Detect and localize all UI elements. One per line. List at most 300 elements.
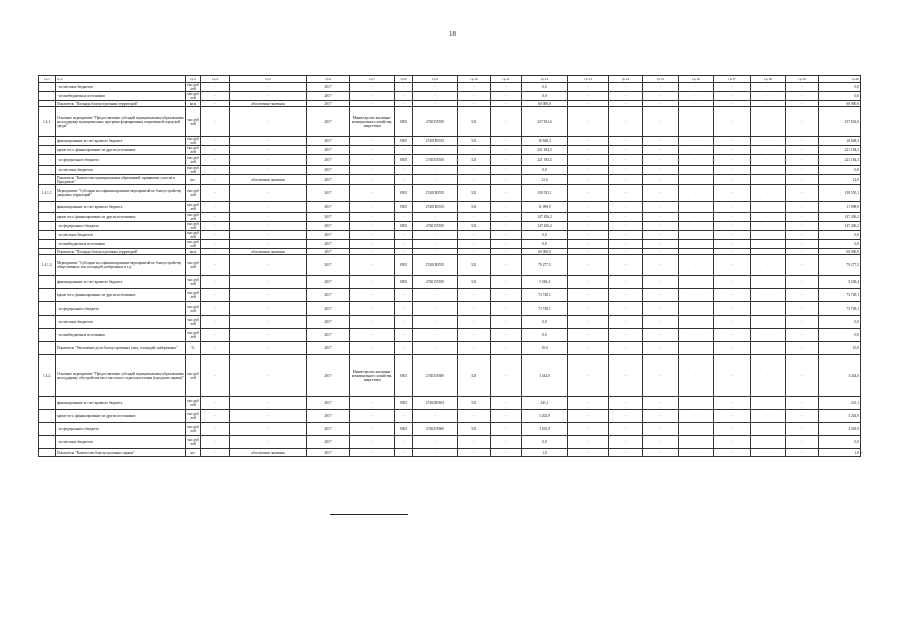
table-cell	[39, 423, 56, 436]
table-cell: -	[643, 289, 679, 302]
table-cell: тыс.руб лей	[187, 146, 199, 154]
table-cell: -	[491, 449, 522, 457]
table-cell: -	[491, 202, 522, 213]
table-cell: 0,0	[522, 166, 568, 175]
table-cell: -	[679, 146, 714, 155]
table-row	[39, 316, 861, 329]
table-cell: 2740155550	[413, 222, 458, 231]
table-cell: 0503	[395, 423, 413, 436]
table-cell: -	[643, 316, 679, 329]
table-cell: -	[230, 213, 307, 222]
table-cell: -	[201, 240, 230, 249]
table-cell: -	[751, 355, 786, 397]
table-cell: %	[186, 342, 201, 355]
table-cell: 1.4.1.1.	[39, 185, 56, 202]
table-cell: -	[714, 202, 751, 213]
table-cell: -	[568, 175, 609, 185]
table-cell: 2017	[307, 92, 350, 101]
table-cell: -	[679, 410, 714, 423]
table-cell: -	[568, 410, 609, 423]
header-cell: гр.6	[307, 76, 350, 83]
table-cell: -	[643, 137, 679, 146]
table-cell: -	[568, 255, 609, 276]
table-row	[39, 342, 861, 355]
table-cell	[39, 155, 56, 166]
table-cell: -	[350, 255, 395, 276]
table-cell: -	[643, 175, 679, 185]
table-cell: 27401R5555	[413, 185, 458, 202]
table-cell: 5 549,4	[819, 276, 861, 289]
table-cell: -	[786, 146, 819, 155]
header-cell: гр.1	[39, 76, 56, 83]
table-cell: -	[751, 166, 786, 175]
table-cell: -	[201, 289, 230, 302]
header-cell: гр.9	[413, 76, 458, 83]
table-row	[39, 155, 861, 166]
table-cell: -	[350, 155, 395, 166]
table-cell: 2017	[307, 83, 350, 92]
table-row	[39, 255, 861, 276]
table-cell	[39, 137, 56, 146]
table-cell: -	[491, 410, 522, 423]
table-row	[39, 240, 861, 249]
table-cell: -	[786, 249, 819, 255]
table-cell: -	[413, 166, 458, 175]
table-cell: -	[609, 329, 643, 342]
table-cell: -	[568, 449, 609, 457]
table-cell: -	[714, 175, 751, 185]
table-cell: -	[609, 302, 643, 316]
table-cell: -	[201, 166, 230, 175]
table-cell: -	[751, 213, 786, 222]
table-cell: -	[201, 423, 230, 436]
table-cell: -	[230, 107, 307, 137]
table-cell: 2740155550	[413, 276, 458, 289]
table-cell: -	[350, 397, 395, 410]
table-cell	[39, 146, 56, 155]
table-cell: 0503	[395, 397, 413, 410]
table-cell: -	[751, 342, 786, 355]
table-cell: 0,0	[522, 329, 568, 342]
table-cell: -	[786, 355, 819, 397]
table-cell: -	[643, 355, 679, 397]
table-cell: -	[643, 255, 679, 276]
table-cell: кроме того, финансирование из других источников:	[56, 289, 186, 302]
table-cell: -	[413, 249, 458, 255]
table-cell: -	[714, 255, 751, 276]
table-cell: -	[458, 101, 491, 107]
table-cell: -	[201, 342, 230, 355]
table-cell: -	[786, 166, 819, 175]
table-cell: -	[395, 249, 413, 255]
table-cell: -	[568, 436, 609, 449]
table-cell: Показатель "Площадь благоустроенных территорий"	[56, 249, 186, 255]
table-row	[39, 329, 861, 342]
table-row	[39, 302, 861, 316]
table-cell: -	[751, 101, 786, 107]
header-cell: гр.2	[56, 76, 186, 83]
table-cell: тыс.руб лей	[187, 166, 199, 174]
table-cell: -	[230, 276, 307, 289]
table-cell: 0,0	[819, 240, 861, 249]
table-cell: -	[395, 92, 413, 101]
table-cell: 3 202,9	[819, 410, 861, 423]
table-cell: абсолютные значения	[230, 449, 307, 457]
table-cell: абсолютные значения	[230, 249, 307, 255]
table-cell: -	[230, 289, 307, 302]
table-cell: -	[679, 255, 714, 276]
table-cell: -	[491, 249, 522, 255]
table-cell: -	[201, 137, 230, 146]
table-cell: -	[568, 240, 609, 249]
table-cell: -	[568, 185, 609, 202]
table-cell: -	[201, 355, 230, 397]
table-cell: -	[679, 83, 714, 92]
table-row	[39, 423, 861, 436]
table-cell: -	[643, 146, 679, 155]
table-cell: -	[786, 316, 819, 329]
table-cell: -	[714, 155, 751, 166]
table-cell: финансирование за счет краевого бюджета	[56, 137, 186, 146]
budget-table	[38, 75, 861, 457]
table-cell: -	[413, 92, 458, 101]
table-cell: финансирование за счет краевого бюджета	[56, 202, 186, 213]
table-cell: -	[230, 316, 307, 329]
table-cell: -	[395, 410, 413, 423]
table-cell: -	[350, 175, 395, 185]
table-cell: -	[350, 83, 395, 92]
table-cell: -	[230, 436, 307, 449]
table-cell: -	[679, 436, 714, 449]
table-cell: -	[201, 213, 230, 222]
table-cell	[39, 449, 56, 457]
table-cell: -	[786, 397, 819, 410]
table-cell: -	[395, 213, 413, 222]
table-cell: -	[350, 166, 395, 175]
table-cell: -	[568, 231, 609, 240]
table-cell: -	[643, 423, 679, 436]
table-cell: -	[643, 155, 679, 166]
table-cell	[39, 342, 56, 355]
table-cell: -	[609, 137, 643, 146]
table-cell: -	[568, 137, 609, 146]
table-cell: -	[350, 302, 395, 316]
table-cell: -	[491, 231, 522, 240]
table-cell: 3 444,0	[819, 355, 861, 397]
table-cell: -	[350, 289, 395, 302]
table-cell: -	[458, 410, 491, 423]
table-cell: -	[458, 289, 491, 302]
table-row	[39, 355, 861, 397]
table-cell: -	[491, 83, 522, 92]
table-cell: -	[751, 423, 786, 436]
table-cell: 3 444,0	[522, 355, 568, 397]
table-body	[39, 76, 861, 457]
table-cell: -	[201, 107, 230, 137]
table-cell: -	[714, 92, 751, 101]
table-cell: тыс.руб лей	[186, 436, 201, 449]
header-cell: гр.4	[201, 76, 230, 83]
table-cell: -	[679, 249, 714, 255]
table-cell: -	[751, 185, 786, 202]
table-cell: -	[786, 155, 819, 166]
table-cell: -	[395, 329, 413, 342]
header-cell: гр.16	[679, 76, 714, 83]
table-cell: 241,1	[819, 397, 861, 410]
table-cell: кроме того, финансирование из других источников:	[56, 410, 186, 423]
table-cell: -	[350, 276, 395, 289]
header-cell: гр.12	[522, 76, 568, 83]
table-cell: -	[230, 137, 307, 146]
table-cell: -	[491, 255, 522, 276]
table-cell: - из внебюджетных источников	[56, 329, 186, 342]
table-cell: 16 648,3	[819, 137, 861, 146]
table-cell: -	[230, 222, 307, 231]
table-cell: -	[568, 249, 609, 255]
table-cell: 158 555,1	[819, 185, 861, 202]
table-cell: -	[458, 231, 491, 240]
table-cell: -	[458, 342, 491, 355]
table-cell	[39, 276, 56, 289]
table-row	[39, 202, 861, 213]
table-cell	[39, 436, 56, 449]
table-cell: 241,1	[522, 397, 568, 410]
table-cell: 221 184,3	[819, 155, 861, 166]
table-cell: финансирование за счет краевого бюджета	[56, 397, 186, 410]
table-cell: -	[395, 175, 413, 185]
table-cell: 0,0	[819, 83, 861, 92]
table-cell: -	[609, 449, 643, 457]
table-cell: -	[458, 175, 491, 185]
header-cell: гр.14	[609, 76, 643, 83]
table-cell: 237 832,6	[522, 107, 568, 137]
table-cell: Показатель "Увеличение доли благоустроенных улиц, площадей, набережных"	[56, 342, 186, 355]
table-row	[39, 289, 861, 302]
table-cell: -	[491, 355, 522, 397]
table-cell: 2017	[307, 166, 350, 175]
table-cell: -	[714, 83, 751, 92]
page-number: 18	[449, 30, 456, 38]
table-cell: -	[714, 302, 751, 316]
table-cell: -	[395, 302, 413, 316]
table-cell: -	[230, 202, 307, 213]
table-row	[39, 92, 861, 101]
table-cell: -	[679, 302, 714, 316]
table-cell: 2017	[307, 436, 350, 449]
table-cell: -	[643, 213, 679, 222]
table-cell: -	[609, 436, 643, 449]
table-cell: -	[458, 249, 491, 255]
table-cell: 3 202,9	[522, 423, 568, 436]
table-cell: -	[413, 213, 458, 222]
table-cell: -	[609, 397, 643, 410]
table-cell: -	[679, 155, 714, 166]
footer-separator-line	[330, 514, 408, 515]
header-cell: гр.3	[186, 76, 201, 83]
table-cell: 0,0	[819, 166, 861, 175]
table-cell: -	[679, 449, 714, 457]
table-cell: -	[458, 92, 491, 101]
table-cell: -	[350, 185, 395, 202]
table-cell: -	[230, 146, 307, 155]
table-cell: 11 098,9	[522, 202, 568, 213]
table-cell: -	[491, 146, 522, 155]
table-cell: -	[201, 316, 230, 329]
table-cell: 2017	[307, 289, 350, 302]
table-cell: -	[643, 92, 679, 101]
table-cell: -	[609, 202, 643, 213]
table-row	[39, 276, 861, 289]
table-cell: 521	[458, 137, 491, 146]
table-cell: 1.4.1.	[39, 107, 56, 137]
table-cell: -	[679, 92, 714, 101]
table-cell: 16 648,3	[522, 137, 568, 146]
table-cell: -	[751, 83, 786, 92]
table-cell: 0,0	[819, 231, 861, 240]
table-cell: -	[751, 137, 786, 146]
table-cell: 2017	[307, 240, 350, 249]
table-cell: -	[679, 222, 714, 231]
table-cell: -	[679, 342, 714, 355]
table-row	[39, 137, 861, 146]
table-cell: -	[491, 276, 522, 289]
table-cell: -	[609, 146, 643, 155]
table-cell: тыс.руб лей	[186, 185, 201, 202]
table-cell: -	[609, 107, 643, 137]
table-cell: -	[609, 342, 643, 355]
table-cell: кв.м	[186, 249, 201, 255]
table-cell: -	[491, 137, 522, 146]
table-cell: -	[714, 101, 751, 107]
table-cell: -	[568, 101, 609, 107]
table-cell: -	[568, 329, 609, 342]
table-cell: -	[491, 397, 522, 410]
header-cell: гр.18	[751, 76, 786, 83]
table-cell: -	[568, 202, 609, 213]
table-cell: -	[679, 355, 714, 397]
table-cell: -	[413, 449, 458, 457]
table-cell: -	[413, 316, 458, 329]
table-cell	[39, 175, 56, 185]
table-cell: 2017	[307, 202, 350, 213]
table-cell: -	[413, 101, 458, 107]
table-row	[39, 231, 861, 240]
header-cell: гр.8	[395, 76, 413, 83]
table-cell: -	[679, 231, 714, 240]
table-cell	[39, 231, 56, 240]
table-cell: -	[350, 222, 395, 231]
header-cell: гр.10	[458, 76, 491, 83]
table-cell: 1.4.1.2.	[39, 255, 56, 276]
table-cell: 521	[458, 276, 491, 289]
table-cell: -	[714, 213, 751, 222]
table-cell: 2017	[307, 107, 350, 137]
table-row	[39, 83, 861, 92]
table-cell: -	[568, 222, 609, 231]
table-cell: -	[786, 202, 819, 213]
table-cell: Показатель "Количество благоустроенных парков"	[56, 449, 186, 457]
table-cell: 0,0	[522, 92, 568, 101]
table-cell: -	[230, 83, 307, 92]
table-cell: -	[786, 185, 819, 202]
table-cell: 237 832,6	[819, 107, 861, 137]
table-cell: -	[786, 231, 819, 240]
table-cell: -	[751, 255, 786, 276]
table-cell: -	[609, 255, 643, 276]
table-cell: -	[350, 137, 395, 146]
table-cell: -	[751, 449, 786, 457]
table-cell: 2017	[307, 276, 350, 289]
table-row	[39, 222, 861, 231]
table-cell: 0,0	[819, 329, 861, 342]
table-cell: 2017	[307, 410, 350, 423]
table-cell: -	[395, 316, 413, 329]
table-cell: -	[568, 92, 609, 101]
table-cell: 158 555,1	[522, 185, 568, 202]
table-cell: -	[458, 166, 491, 175]
table-cell: -	[491, 185, 522, 202]
table-cell: -	[230, 423, 307, 436]
table-cell: -	[643, 202, 679, 213]
table-cell: -	[395, 231, 413, 240]
table-cell: 0,0	[522, 83, 568, 92]
table-cell: -	[413, 175, 458, 185]
table-cell: -	[714, 185, 751, 202]
table-cell: -	[201, 175, 230, 185]
table-cell: -	[201, 231, 230, 240]
table-cell: 2017	[307, 249, 350, 255]
table-cell: -	[413, 231, 458, 240]
table-cell: тыс.руб лей	[186, 423, 201, 436]
table-cell: 2017	[307, 449, 350, 457]
table-cell: -	[491, 101, 522, 107]
table-cell: Министерство жилищно-коммунального хозяйства, энергетики	[350, 107, 395, 137]
table-cell: Показатель "Площадь благоустроенных территорий"	[56, 101, 186, 107]
table-cell: -	[230, 92, 307, 101]
table-cell: -	[751, 202, 786, 213]
table-cell: шт.	[186, 449, 201, 457]
table-cell: 0,0	[819, 436, 861, 449]
table-cell: 27402R5601	[413, 397, 458, 410]
table-cell: тыс.руб лей	[186, 397, 201, 410]
table-cell: -	[609, 222, 643, 231]
table-cell: -	[609, 355, 643, 397]
table-cell: -	[458, 329, 491, 342]
table-row	[39, 410, 861, 423]
table-cell: -	[201, 449, 230, 457]
table-cell: - из местных бюджетов	[56, 316, 186, 329]
table-cell: тыс.руб лей	[187, 156, 199, 164]
table-cell: -	[350, 231, 395, 240]
table-cell: 2017	[307, 302, 350, 316]
table-cell: -	[201, 222, 230, 231]
table-cell: 0505	[395, 155, 413, 166]
table-cell: -	[395, 166, 413, 175]
table-cell: 73 728,1	[819, 302, 861, 316]
table-cell: Мероприятие "Субсидии на софинансирование мероприятий по благоустройству общественных зон, площадей, набережных и т.д."	[56, 255, 186, 276]
table-cell: -	[609, 92, 643, 101]
table-cell: кв.м	[186, 101, 201, 107]
table-cell: -	[714, 249, 751, 255]
table-cell: -	[350, 92, 395, 101]
table-cell: 3 202,9	[522, 410, 568, 423]
table-header-row	[39, 76, 861, 83]
table-cell: -	[201, 397, 230, 410]
table-cell: -	[786, 213, 819, 222]
table-cell: тыс.руб лей	[187, 222, 199, 230]
table-cell: -	[679, 289, 714, 302]
table-cell: -	[491, 222, 522, 231]
